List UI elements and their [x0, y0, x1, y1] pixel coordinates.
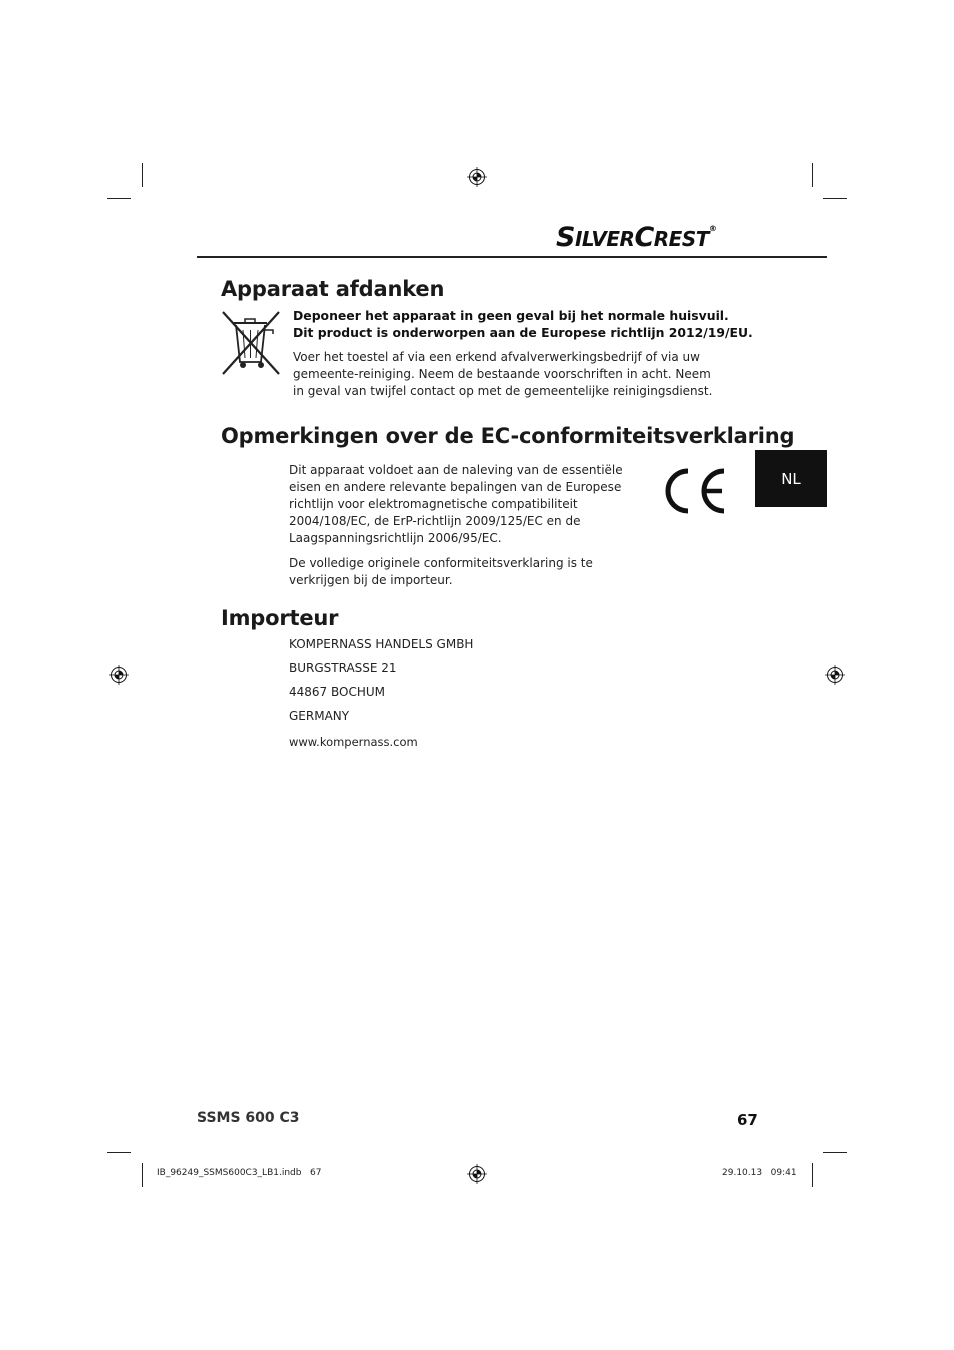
importer-street: BURGSTRASSE 21: [289, 661, 397, 675]
ce-mark-icon: [658, 466, 728, 516]
disposal-warning-line1: Deponeer het apparaat in geen geval bij het normale huisvuil.: [293, 308, 729, 323]
crop-mark: [823, 198, 847, 199]
crop-mark: [823, 1152, 847, 1153]
page-number: 67: [737, 1111, 758, 1129]
registration-mark-icon: [467, 1164, 487, 1184]
brand-letters: ILVER: [574, 227, 635, 251]
importer-city: 44867 BOCHUM: [289, 685, 385, 699]
importer-company: KOMPERNASS HANDELS GMBH: [289, 637, 474, 651]
file-timestamp: 29.10.13 09:41: [722, 1168, 797, 1178]
conformity-paragraph-2: De volledige originele conformiteitsverklaring is te verkrijgen bij de importeur.: [289, 556, 593, 587]
brand-letters: REST: [653, 227, 709, 251]
crop-mark: [812, 163, 813, 187]
conformity-paragraph-1: Dit apparaat voldoet aan de naleving van de essentiële eisen en andere relevante bepalingen van de Europese richtlijn voor elektromagnetische compatibiliteit 2004/108/EC, de ErP-richtlijn 2009/125/EC en de Laagspanningsrichtlijn 2006/95/EC.: [289, 463, 623, 545]
registration-mark-icon: [467, 167, 487, 187]
language-tab-label: NL: [781, 469, 801, 488]
importer-country: GERMANY: [289, 709, 350, 723]
brand-letter: C: [634, 222, 654, 253]
footer-model: SSMS 600 C3: [197, 1110, 300, 1126]
crossed-bin-icon: [221, 310, 281, 376]
language-tab: [755, 450, 827, 507]
brand-letter: S: [556, 222, 575, 253]
registration-mark-icon: [109, 665, 129, 685]
brand-logo: [556, 222, 752, 252]
header-rule: [197, 256, 827, 258]
section-title-disposal: Apparaat afdanken: [221, 277, 445, 301]
crop-mark: [107, 1152, 131, 1153]
importer-website-link[interactable]: www.kompernass.com: [289, 735, 418, 749]
registration-mark-icon: [825, 665, 845, 685]
file-slug: IB_96249_SSMS600C3_LB1.indb 67: [157, 1168, 322, 1178]
crop-mark: [142, 163, 143, 187]
section-title-conformity: Opmerkingen over de EC-conformiteitsverklaring: [221, 424, 795, 448]
registered-mark: ®: [708, 224, 717, 233]
crop-mark: [107, 198, 131, 199]
crop-mark: [812, 1163, 813, 1187]
disposal-body: Voer het toestel af via een erkend afvalverwerkingsbedrijf of via uw gemeente-reiniging. Neem de bestaande voorschriften in acht. Neem in geval van twijfel contact op met de gemeentelijke reinigingsdienst.: [293, 350, 713, 398]
section-title-importer: Importeur: [221, 606, 339, 630]
crop-mark: [142, 1163, 143, 1187]
disposal-warning-line2: Dit product is onderworpen aan de Europese richtlijn 2012/19/EU.: [293, 325, 753, 340]
